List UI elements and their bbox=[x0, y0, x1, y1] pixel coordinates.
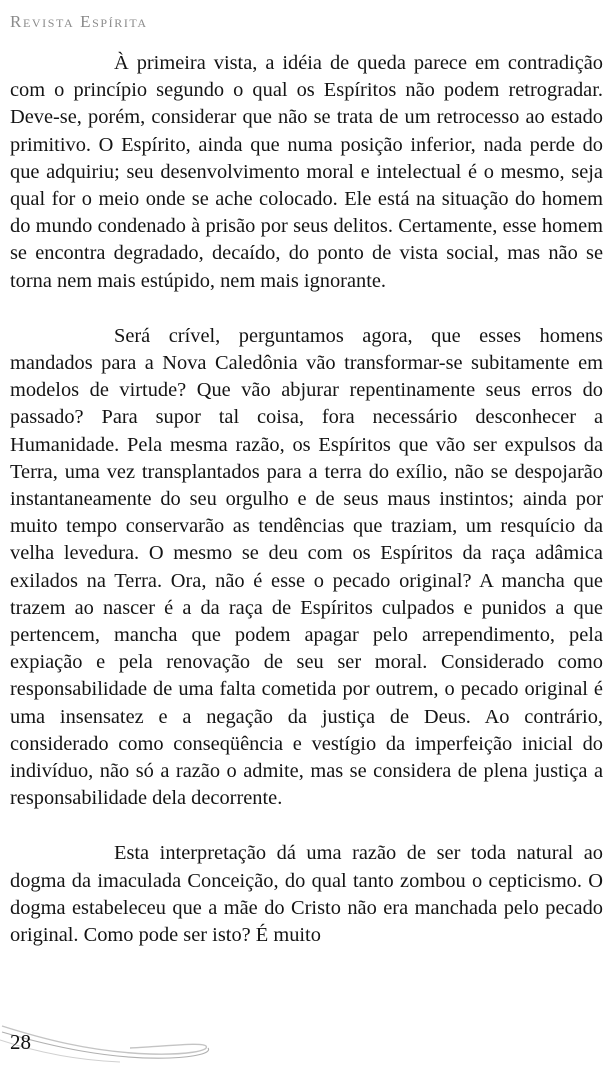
paragraph-2: Será crível, perguntamos agora, que esses homens mandados para a Nova Caledônia vão transformar-se subitamente em modelos de virtude? Que vão abjurar repentinamente seus erros do passado? Para supor tal coisa, fora necessário desconhecer a Humanidade. Pela mesma razão, os Espíritos que vão ser expulsos da Terra, uma vez transplantados para a terra do exílio, não se despojarão instantaneamente do seu orgulho e de seus maus instintos; ainda por muito tempo conservarão as tendências que traziam, um resquício da velha levedura. O mesmo se deu com os Espíritos da raça adâmica exilados na Terra. Ora, não é esse o pecado original? A mancha que trazem ao nascer é a da raça de Espíritos culpados e punidos a que pertencem, mancha que podem apagar pelo arrependimento, pela expiação e pela renovação de seu ser moral. Considerado como responsabilidade de uma falta cometida por outrem, o pecado original é uma insensatez e a negação da justiça de Deus. Ao contrário, considerado como conseqüência e vestígio da imperfeição inicial do indivíduo, não só a razão o admite, mas se considera de plena justiça a responsabilidade dela decorrente. bbox=[10, 324, 603, 810]
decorative-swoosh-icon bbox=[0, 1020, 240, 1070]
paragraph-1: À primeira vista, a idéia de queda parece em contradição com o princípio segundo o qual os Espíritos não podem retrogradar. Deve-se, porém, considerar que não se trata de um retrocesso ao estado primitivo. O Espírito, ainda que numa posição inferior, nada perde do que adquiriu; seu desenvolvimento moral e intelectual é o mesmo, seja qual for o meio onde se ache colocado. Ele está na situação do homem do mundo condenado à prisão por seus delitos. Certamente, esse homem se encontra degradado, decaído, do ponto de vista social, mas não se torna nem mais estúpido, nem mais ignorante. bbox=[10, 52, 603, 292]
paragraph-3: Esta interpretação dá uma razão de ser toda natural ao dogma da imaculada Conceição, do qual tanto zombou o cepticismo. O dogma estabeleceu que a mãe do Cristo não era manchada pelo pecado original. Como pode ser isto? É muito bbox=[10, 842, 603, 947]
running-header: Revista Espírita bbox=[10, 12, 148, 31]
body-text bbox=[10, 50, 603, 949]
page-number: 28 bbox=[10, 1030, 31, 1054]
page-footer bbox=[0, 1020, 240, 1070]
